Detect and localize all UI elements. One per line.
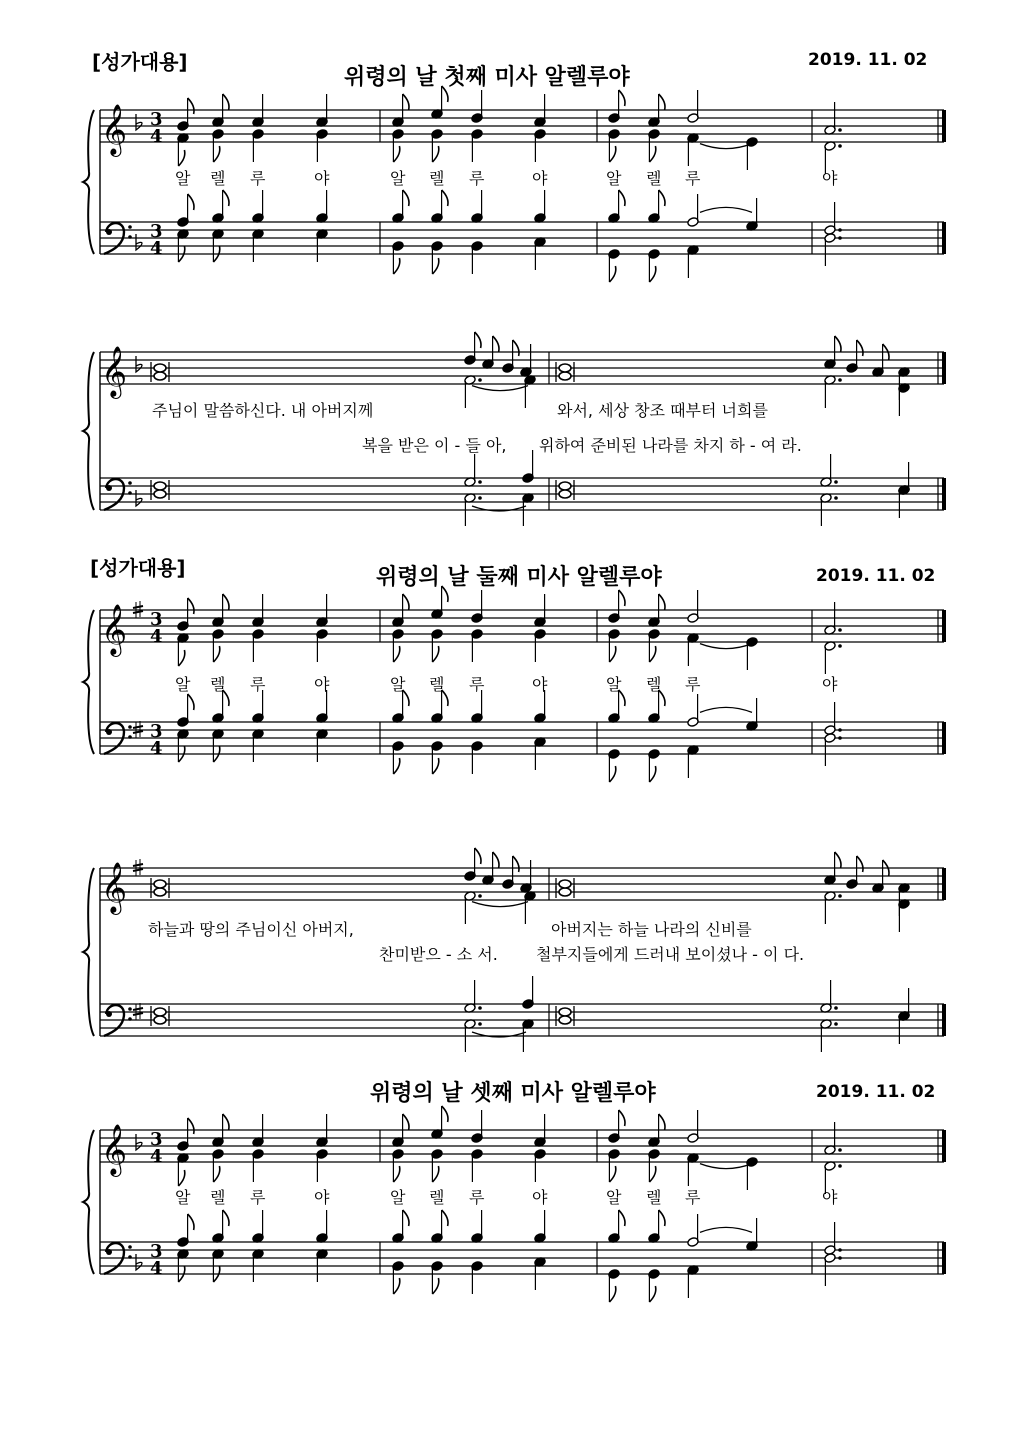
time-signature: 4: [150, 626, 163, 647]
lyric-syllable: 야: [314, 675, 330, 694]
bass-clef: [128, 735, 132, 739]
bass-clef: [128, 1017, 132, 1021]
note-flag: [213, 146, 219, 162]
note-dot: [838, 236, 842, 240]
note-flag: [432, 758, 438, 774]
section2-verse-line2a: 찬미받으 - 소 서.: [379, 945, 498, 964]
section1-verse-line1b: 와서, 세상 창조 때부터 너희를: [557, 401, 768, 420]
bass-clef: [106, 485, 112, 491]
note-flag: [223, 190, 229, 206]
note-flag: [432, 1166, 438, 1182]
time-signature: 4: [150, 1258, 163, 1279]
bass-clef: [128, 491, 132, 495]
note-flag: [188, 694, 194, 710]
lyric-syllable: 알: [606, 1188, 622, 1207]
section2-tag: [성가대용]: [90, 556, 186, 580]
note-dot: [838, 144, 842, 148]
lyric-syllable: 야: [822, 675, 838, 694]
flat-sign: [136, 114, 142, 130]
note-flag: [403, 1114, 409, 1130]
breve-note: [559, 880, 571, 888]
flat-sign: [136, 234, 142, 250]
note-flag: [857, 856, 863, 872]
note-flag: [442, 86, 448, 102]
note-flag: [442, 190, 448, 206]
section1-verse-line2b: 위하여 준비된 나라를 차지 하 - 여 라.: [539, 436, 802, 455]
note-dot: [838, 628, 842, 632]
sharp-sign: [133, 726, 143, 728]
note-dot: [478, 894, 482, 898]
note-dot: [838, 1248, 842, 1252]
section2-title: 위령의 날 둘째 미사 알렐루야: [376, 565, 662, 590]
breve-note: [154, 880, 166, 888]
note-flag: [649, 1286, 655, 1302]
note-dot: [838, 1256, 842, 1260]
note-flag: [223, 594, 229, 610]
lyric-syllable: 야: [532, 169, 548, 188]
note-flag: [393, 646, 399, 662]
note-dot: [834, 1022, 838, 1026]
lyric-syllable: 루: [250, 675, 266, 694]
note-flag: [649, 646, 655, 662]
treble-clef: 𝄞: [101, 862, 128, 913]
slur: [700, 644, 752, 649]
time-signature: 4: [150, 738, 163, 759]
note-flag: [442, 586, 448, 602]
slur: [700, 1164, 752, 1169]
breve-note: [154, 372, 166, 380]
breve-note: [559, 490, 571, 498]
lyric-syllable: 루: [685, 169, 701, 188]
section1-title: 위령의 날 첫째 미사 알렐루야: [344, 65, 630, 90]
note-flag: [609, 1286, 615, 1302]
note-flag: [659, 190, 665, 206]
note-flag: [223, 690, 229, 706]
breve-note: [154, 1008, 166, 1016]
note-flag: [403, 690, 409, 706]
lyric-syllable: 알: [606, 169, 622, 188]
treble-clef: 𝄞: [101, 346, 128, 397]
note-dot: [838, 894, 842, 898]
lyric-syllable: 렐: [429, 169, 445, 188]
note-flag: [609, 266, 615, 282]
note-dot: [838, 128, 842, 132]
sharp-sign: [133, 869, 143, 871]
note-flag: [403, 190, 409, 206]
lyric-syllable: 렐: [210, 675, 226, 694]
note-dot: [838, 1148, 842, 1152]
note-flag: [493, 852, 499, 868]
lyric-syllable: 야: [822, 1188, 838, 1207]
note-flag: [188, 1214, 194, 1230]
breve-note: [154, 888, 166, 896]
note-flag: [659, 94, 665, 110]
lyric-syllable: 야: [822, 169, 838, 188]
note-flag: [403, 94, 409, 110]
note-flag: [432, 258, 438, 274]
breve-note: [154, 482, 166, 490]
note-flag: [403, 1210, 409, 1226]
section1-verse-line1a: 주님이 말씀하신다. 내 아버지께: [152, 401, 374, 420]
note-flag: [619, 1110, 625, 1126]
time-signature: 3: [150, 1129, 163, 1150]
breve-note: [154, 1016, 166, 1024]
brace: [83, 610, 94, 754]
note-flag: [223, 94, 229, 110]
bass-clef: [106, 1011, 112, 1017]
lyric-syllable: 렐: [646, 169, 662, 188]
note-flag: [393, 258, 399, 274]
section2-date: 2019. 11. 02: [816, 566, 936, 586]
note-flag: [609, 1166, 615, 1182]
note-flag: [649, 146, 655, 162]
section1-verse-line2a: 복을 받은 이 - 들 아,: [362, 436, 507, 455]
note-dot: [838, 736, 842, 740]
note-dot: [838, 644, 842, 648]
bass-clef: [128, 1007, 132, 1011]
note-flag: [442, 1106, 448, 1122]
note-dot: [838, 728, 842, 732]
lyric-syllable: 루: [469, 675, 485, 694]
note-flag: [835, 336, 841, 352]
note-flag: [393, 146, 399, 162]
note-flag: [432, 646, 438, 662]
note-flag: [213, 646, 219, 662]
breve-note: [559, 482, 571, 490]
time-signature: 4: [150, 126, 163, 147]
bass-clef: [128, 725, 132, 729]
lyric-syllable: 루: [685, 1188, 701, 1207]
treble-clef: 𝄞: [101, 104, 128, 155]
lyric-syllable: 렐: [210, 169, 226, 188]
section2-verse-line1a: 하늘과 땅의 주님이신 아버지,: [148, 920, 354, 939]
note-flag: [442, 1210, 448, 1226]
time-signature: 4: [150, 1146, 163, 1167]
note-dot: [478, 1006, 482, 1010]
note-flag: [432, 1278, 438, 1294]
note-flag: [403, 594, 409, 610]
note-flag: [188, 194, 194, 210]
note-dot: [478, 496, 482, 500]
bass-clef: [106, 729, 112, 735]
lyric-syllable: 야: [532, 1188, 548, 1207]
slur: [700, 207, 752, 212]
bass-clef: [128, 1245, 132, 1249]
flat-sign: [136, 490, 142, 506]
lyric-syllable: 렐: [646, 675, 662, 694]
breve-note: [559, 372, 571, 380]
time-signature: 3: [150, 1241, 163, 1262]
note-flag: [649, 766, 655, 782]
time-signature: 3: [150, 609, 163, 630]
lyric-syllable: 야: [314, 1188, 330, 1207]
note-flag: [223, 1114, 229, 1130]
sharp-sign: [133, 611, 143, 613]
lyric-syllable: 야: [532, 675, 548, 694]
breve-note: [559, 1016, 571, 1024]
note-flag: [513, 340, 519, 356]
breve-note: [559, 1008, 571, 1016]
time-signature: 3: [150, 109, 163, 130]
note-dot: [838, 378, 842, 382]
note-dot: [478, 378, 482, 382]
sharp-sign: [133, 606, 143, 608]
note-flag: [659, 594, 665, 610]
note-flag: [609, 766, 615, 782]
bass-clef: [128, 235, 132, 239]
breve-note: [154, 490, 166, 498]
note-flag: [393, 1166, 399, 1182]
breve-note: [559, 888, 571, 896]
note-flag: [475, 848, 481, 864]
note-flag: [619, 90, 625, 106]
slur: [700, 1227, 752, 1232]
lyric-syllable: 알: [390, 169, 406, 188]
note-flag: [178, 650, 184, 666]
section2-verse-line2b: 철부지들에게 드러내 보이셨나 - 이 다.: [536, 945, 805, 964]
note-flag: [393, 1278, 399, 1294]
lyric-syllable: 알: [175, 169, 191, 188]
note-flag: [649, 1166, 655, 1182]
note-flag: [432, 146, 438, 162]
slur: [700, 144, 752, 149]
note-flag: [649, 266, 655, 282]
lyric-syllable: 렐: [429, 675, 445, 694]
slur: [700, 707, 752, 712]
note-dot: [838, 228, 842, 232]
flat-sign: [136, 1254, 142, 1270]
lyric-syllable: 루: [250, 169, 266, 188]
lyric-syllable: 렐: [210, 1188, 226, 1207]
note-flag: [513, 856, 519, 872]
lyric-syllable: 렐: [646, 1188, 662, 1207]
sharp-sign: [133, 864, 143, 866]
lyric-syllable: 알: [390, 675, 406, 694]
lyric-syllable: 루: [250, 1188, 266, 1207]
lyric-syllable: 알: [390, 1188, 406, 1207]
note-flag: [619, 690, 625, 706]
note-flag: [659, 1210, 665, 1226]
bass-clef: [128, 1255, 132, 1259]
note-flag: [659, 1114, 665, 1130]
sharp-sign: [133, 1013, 143, 1015]
bass-clef: [106, 1249, 112, 1255]
time-signature: 3: [150, 721, 163, 742]
note-dot: [478, 1022, 482, 1026]
note-dot: [834, 1006, 838, 1010]
breve-note: [559, 364, 571, 372]
bass-clef: [106, 229, 112, 235]
note-flag: [393, 758, 399, 774]
flat-sign: [136, 356, 142, 372]
brace: [83, 1130, 94, 1274]
note-dot: [834, 496, 838, 500]
note-dot: [838, 1164, 842, 1168]
bass-clef: [128, 481, 132, 485]
lyric-syllable: 루: [469, 1188, 485, 1207]
note-flag: [188, 1118, 194, 1134]
note-flag: [213, 1166, 219, 1182]
section3-date: 2019. 11. 02: [816, 1082, 936, 1102]
treble-clef: 𝄞: [101, 1124, 128, 1175]
lyric-syllable: 야: [314, 169, 330, 188]
note-flag: [609, 146, 615, 162]
note-flag: [442, 690, 448, 706]
section2-verse-line1b: 아버지는 하늘 나라의 신비를: [551, 920, 752, 939]
note-dot: [478, 480, 482, 484]
time-signature: 3: [150, 221, 163, 242]
flat-sign: [136, 1134, 142, 1150]
breve-note: [154, 364, 166, 372]
note-flag: [857, 340, 863, 356]
note-flag: [188, 598, 194, 614]
slur: [472, 902, 528, 907]
note-dot: [834, 480, 838, 484]
treble-clef: 𝄞: [101, 604, 128, 655]
note-flag: [835, 852, 841, 868]
lyric-syllable: 루: [685, 675, 701, 694]
section3-title: 위령의 날 셋째 미사 알렐루야: [370, 1081, 656, 1106]
note-flag: [619, 190, 625, 206]
note-flag: [619, 590, 625, 606]
brace: [83, 352, 94, 510]
brace: [83, 868, 94, 1036]
note-flag: [223, 1210, 229, 1226]
note-flag: [178, 1170, 184, 1186]
note-flag: [659, 690, 665, 706]
lyric-syllable: 렐: [429, 1188, 445, 1207]
note-flag: [609, 646, 615, 662]
lyric-syllable: 알: [175, 675, 191, 694]
slur: [472, 386, 528, 391]
lyric-syllable: 루: [469, 169, 485, 188]
lyric-syllable: 알: [175, 1188, 191, 1207]
sharp-sign: [133, 731, 143, 733]
section1-tag: [성가대용]: [92, 50, 188, 74]
brace: [83, 110, 94, 254]
time-signature: 4: [150, 238, 163, 259]
note-flag: [493, 336, 499, 352]
note-flag: [188, 98, 194, 114]
note-flag: [475, 332, 481, 348]
section1-date: 2019. 11. 02: [808, 50, 928, 70]
lyric-syllable: 알: [606, 675, 622, 694]
note-flag: [619, 1210, 625, 1226]
sharp-sign: [133, 1008, 143, 1010]
note-flag: [178, 150, 184, 166]
bass-clef: [128, 225, 132, 229]
